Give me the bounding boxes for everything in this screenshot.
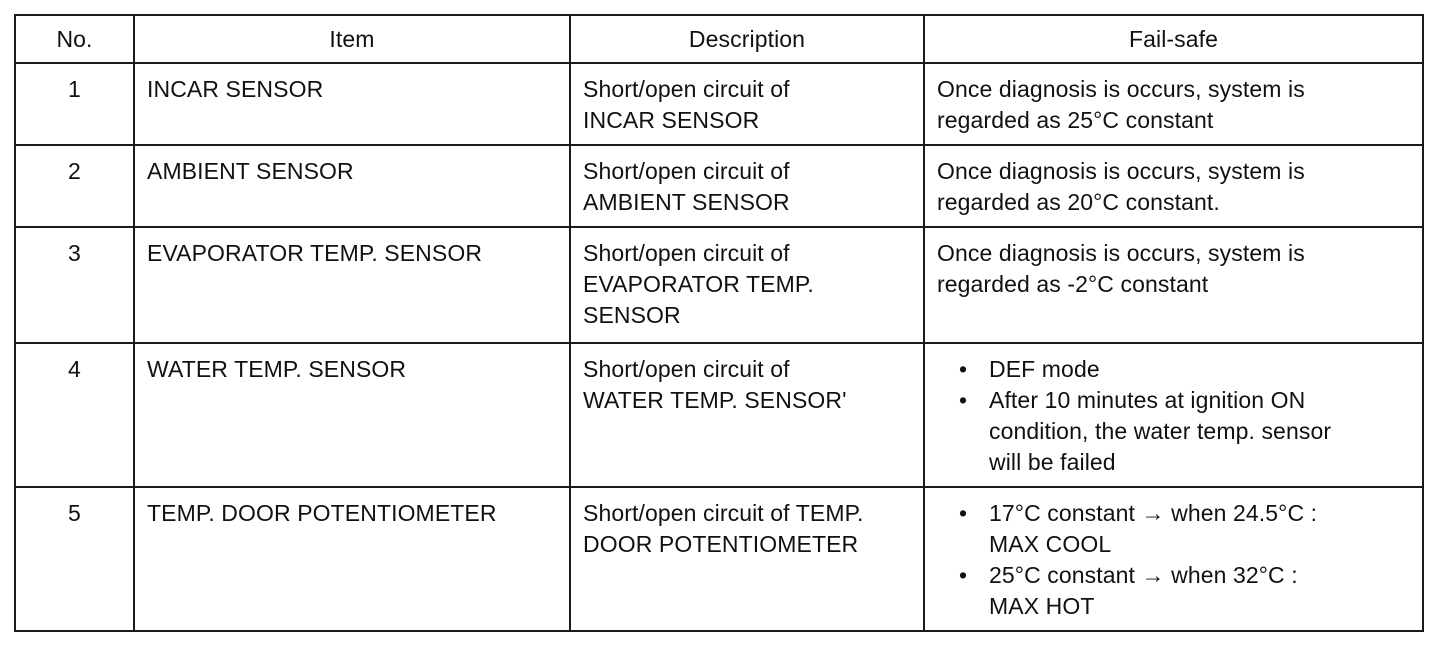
row-item: EVAPORATOR TEMP. SENSOR bbox=[134, 227, 570, 343]
bullet-dot-icon: • bbox=[959, 500, 968, 526]
bullet-text: DEF mode bbox=[989, 356, 1100, 382]
row-failsafe: Once diagnosis is occurs, system is regarded as 25°C constant bbox=[924, 63, 1423, 145]
header-failsafe: Fail-safe bbox=[924, 15, 1423, 63]
row-number: 2 bbox=[15, 145, 134, 227]
row-item: WATER TEMP. SENSOR bbox=[134, 343, 570, 487]
bullet-text: After 10 minutes at ignition ON condition, the water temp. sensor will be failed bbox=[989, 387, 1332, 475]
failsafe-bullet-list bbox=[937, 354, 1412, 478]
bullet-item bbox=[957, 354, 1412, 385]
row-number: 3 bbox=[15, 227, 134, 343]
table-row bbox=[15, 145, 1423, 227]
bullet-item bbox=[957, 560, 1412, 622]
failsafe-bullet-list bbox=[937, 498, 1412, 622]
row-number: 4 bbox=[15, 343, 134, 487]
row-failsafe: Once diagnosis is occurs, system is regarded as -2°C constant bbox=[924, 227, 1423, 343]
bullet-dot-icon: • bbox=[959, 356, 968, 382]
row-description: Short/open circuit of EVAPORATOR TEMP. SENSOR bbox=[570, 227, 924, 343]
table-row bbox=[15, 63, 1423, 145]
table-row bbox=[15, 343, 1423, 487]
bullet-text: 17°C constant → when 24.5°C : MAX COOL bbox=[989, 500, 1318, 557]
table-row bbox=[15, 487, 1423, 631]
row-failsafe bbox=[924, 487, 1423, 631]
table-header-row bbox=[15, 15, 1423, 63]
bullet-text: 25°C constant → when 32°C : MAX HOT bbox=[989, 562, 1298, 619]
bullet-dot-icon: • bbox=[959, 562, 968, 588]
header-description: Description bbox=[570, 15, 924, 63]
row-item: INCAR SENSOR bbox=[134, 63, 570, 145]
row-failsafe: Once diagnosis is occurs, system is regarded as 20°C constant. bbox=[924, 145, 1423, 227]
row-description: Short/open circuit of INCAR SENSOR bbox=[570, 63, 924, 145]
header-item: Item bbox=[134, 15, 570, 63]
bullet-item bbox=[957, 498, 1412, 560]
row-number: 1 bbox=[15, 63, 134, 145]
row-item: TEMP. DOOR POTENTIOMETER bbox=[134, 487, 570, 631]
header-no: No. bbox=[15, 15, 134, 63]
row-description: Short/open circuit of WATER TEMP. SENSOR' bbox=[570, 343, 924, 487]
failsafe-table bbox=[14, 14, 1424, 632]
row-description: Short/open circuit of TEMP. DOOR POTENTIOMETER bbox=[570, 487, 924, 631]
bullet-dot-icon: • bbox=[959, 387, 968, 413]
table-row bbox=[15, 227, 1423, 343]
row-item: AMBIENT SENSOR bbox=[134, 145, 570, 227]
row-description: Short/open circuit of AMBIENT SENSOR bbox=[570, 145, 924, 227]
bullet-item bbox=[957, 385, 1412, 478]
row-failsafe bbox=[924, 343, 1423, 487]
row-number: 5 bbox=[15, 487, 134, 631]
